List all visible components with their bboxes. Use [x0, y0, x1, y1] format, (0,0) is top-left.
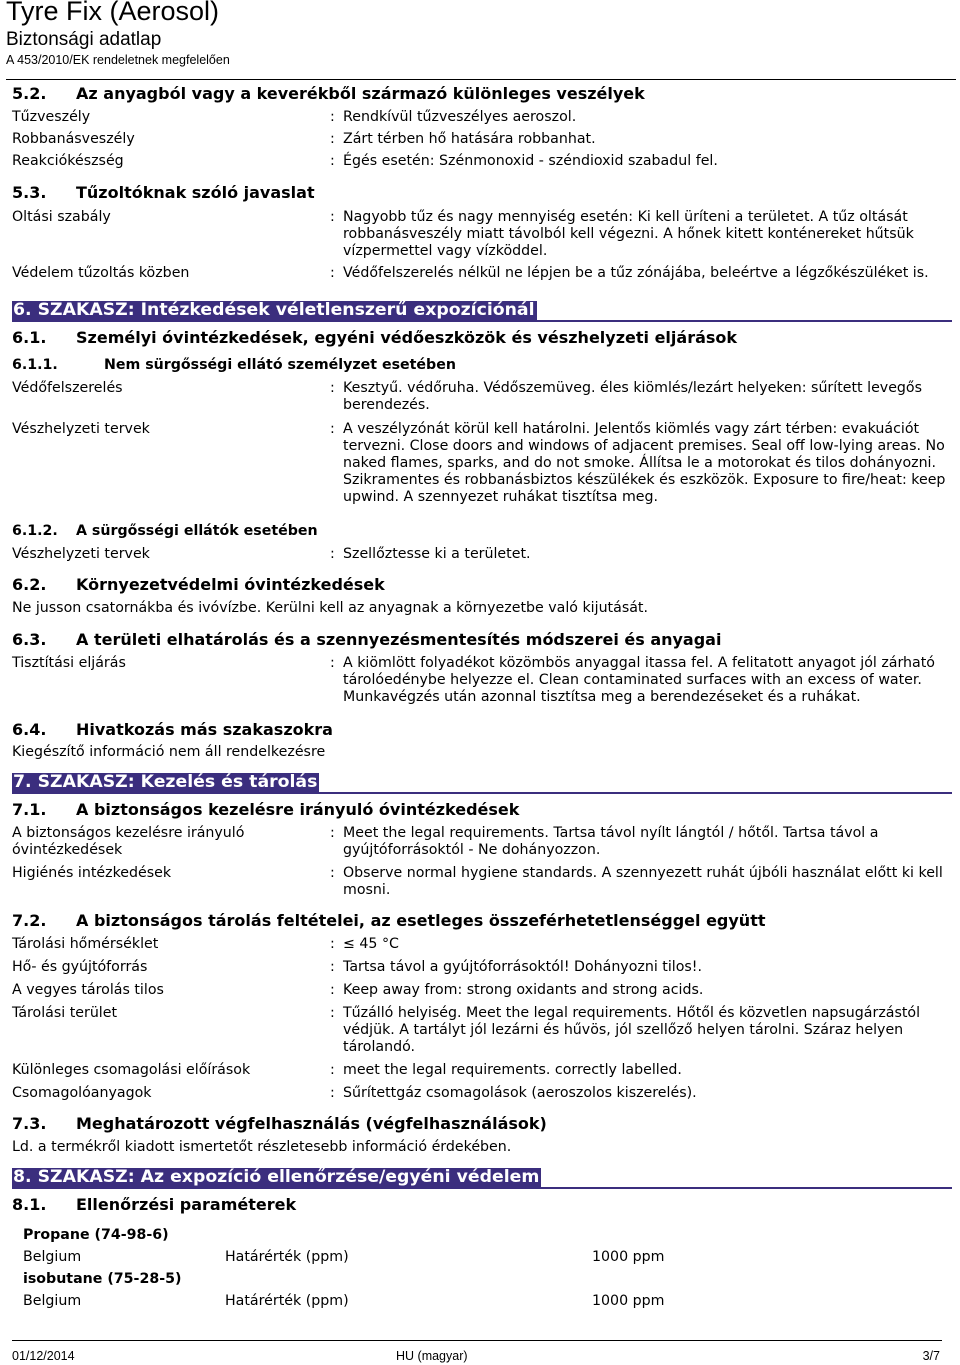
value-heat-ignition: Tartsa távol a gyújtóforrásoktól! Dohányozni tilos!. — [343, 959, 702, 975]
substance-name: Propane (74-98-6) — [23, 1227, 169, 1243]
heading-7-2: 7.2. A biztonságos tárolás feltételei, az esetleges összeférhetetlenséggel együtt — [12, 911, 766, 930]
label-cleanup-procedure: Tisztítási eljárás — [12, 655, 126, 671]
value-hygiene-measures: Observe normal hygiene standards. A szennyezett ruhát újbóli használat előtt ki kell mosni. — [343, 865, 943, 898]
label-heat-ignition: Hő- és gyújtóforrás — [12, 959, 148, 975]
heading-7-1: 7.1. A biztonságos kezelésre irányuló óvintézkedések — [12, 800, 520, 819]
label-reactivity: Reakciókészség — [12, 153, 124, 169]
value-emergency-plans-responders: Szellőztesse ki a területet. — [343, 546, 531, 562]
substance-limit-value: 1000 ppm — [592, 1293, 665, 1309]
label-safe-handling: A biztonságos kezelésre irányuló óvintézkedések — [12, 825, 245, 858]
section-6-title: 6. SZAKASZ: Intézkedések véletlenszerű expozíciónál — [13, 300, 535, 320]
substance-country: Belgium — [23, 1249, 82, 1265]
value-firefighting-protection: Védőfelszerelés nélkül ne lépjen be a tűz zónájába, beleértve a légzőkészüléket is. — [343, 265, 929, 281]
regulation-note: A 453/2010/EK rendeletnek megfelelően — [6, 53, 230, 67]
label-explosion-hazard: Robbanásveszély — [12, 131, 135, 147]
section-6-banner — [12, 301, 952, 322]
footer-date: 01/12/2014 — [12, 1349, 75, 1363]
label-storage-temperature: Tárolási hőmérséklet — [12, 936, 159, 952]
substance-limit-value: 1000 ppm — [592, 1249, 665, 1265]
value-protective-equipment: Kesztyű. védőruha. Védőszemüveg. éles kiömlés/lezárt helyeken: sűrített levegős berendezés. — [343, 380, 923, 413]
label-emergency-plans-responders: Vészhelyzeti tervek — [12, 546, 150, 562]
label-packaging-rules: Különleges csomagolási előírások — [12, 1062, 251, 1078]
heading-7-3: 7.3. Meghatározott végfelhasználás (végfelhasználások) — [12, 1114, 547, 1133]
label-protective-equipment: Védőfelszerelés — [12, 380, 123, 396]
label-extinguishing-rule: Oltási szabály — [12, 209, 111, 225]
heading-6-2: 6.2. Környezetvédelmi óvintézkedések — [12, 575, 385, 594]
heading-8-1: 8.1. Ellenőrzési paraméterek — [12, 1195, 297, 1214]
section-8-banner — [12, 1168, 952, 1189]
value-cleanup-procedure: A kiömlött folyadékot közömbös anyaggal itassa fel. A felitatott anyagot jól zárható tárolóedénybe helyezze el. Clean contaminated surfaces with an excess of water. Munkavégzés után azonnal tisztítsa meg a berendezéseket és a ruhákat. — [343, 655, 935, 705]
document-subtitle: Biztonsági adatlap — [6, 29, 162, 50]
value-safe-handling: Meet the legal requirements. Tartsa távol nyílt lángtól / hőtől. Tartsa távol a gyújtóforrásoktól - Ne dohányozzon. — [343, 825, 879, 858]
heading-5-3: 5.3. Tűzoltóknak szóló javaslat — [12, 183, 315, 202]
heading-6-1-2: 6.1.2. A sürgősségi ellátók esetében — [12, 523, 318, 539]
section-7-title: 7. SZAKASZ: Kezelés és tárolás — [13, 772, 318, 792]
text-6-2: Ne jusson csatornákba és ivóvízbe. Kerülni kell az anyagnak a környezetbe való kijutását. — [12, 600, 648, 616]
heading-6-3: 6.3. A területi elhatárolás és a szennyezésmentesítés módszerei és anyagai — [12, 630, 722, 649]
substance-name: isobutane (75-28-5) — [23, 1271, 182, 1287]
substance-limit-type: Határérték (ppm) — [225, 1293, 349, 1309]
value-packaging-materials: Sűrítettgáz csomagolások (aeroszolos kiszerelés). — [343, 1085, 697, 1101]
label-emergency-plans: Vészhelyzeti tervek — [12, 421, 150, 437]
footer-language: HU (magyar) — [396, 1349, 468, 1363]
value-extinguishing-rule: Nagyobb tűz és nagy mennyiség esetén: Ki kell üríteni a területet. A tűz oltását robbanásveszély miatt távolból kell végezni. A hőnek kitett konténereket hűtsük vízpermettel vagy vízköddel. — [343, 209, 914, 259]
substance-country: Belgium — [23, 1293, 82, 1309]
value-storage-area: Tűzálló helyiség. Meet the legal requirements. Hőtől és közvetlen napsugárzástól védjük. A tartályt jól lezárni és hűvös, jól szellőző helyen tárolni. Száraz helyen tárolandó. — [343, 1005, 921, 1055]
text-7-3: Ld. a termékről kiadott ismertetőt részletesebb információ érdekében. — [12, 1139, 512, 1155]
label-hygiene-measures: Higiénés intézkedések — [12, 865, 172, 881]
label-mixed-storage: A vegyes tárolás tilos — [12, 982, 164, 998]
heading-6-1-1: 6.1.1. Nem sürgősségi ellátó személyzet esetében — [12, 357, 456, 373]
value-mixed-storage: Keep away from: strong oxidants and strong acids. — [343, 982, 704, 998]
heading-6-1: 6.1. Személyi óvintézkedések, egyéni védőeszközök és vészhelyzeti eljárások — [12, 328, 738, 347]
heading-5-2: 5.2. Az anyagból vagy a keverékből származó különleges veszélyek — [12, 84, 645, 103]
value-packaging-rules: meet the legal requirements. correctly labelled. — [343, 1062, 682, 1078]
value-explosion-hazard: Zárt térben hő hatására robbanhat. — [343, 131, 596, 147]
label-firefighting-protection: Védelem tűzoltás közben — [12, 265, 190, 281]
value-storage-temperature: ≤ 45 °C — [343, 936, 399, 952]
value-reactivity: Égés esetén: Szénmonoxid - széndioxid szabadul fel. — [343, 153, 718, 169]
label-packaging-materials: Csomagolóanyagok — [12, 1085, 152, 1101]
text-6-4: Kiegészítő információ nem áll rendelkezésre — [12, 744, 326, 760]
document-title: Tyre Fix (Aerosol) — [6, 0, 220, 26]
page-footer — [12, 1340, 942, 1365]
value-emergency-plans: A veszélyzónát körül kell határolni. Jelentős kiömlés vagy zárt térben: evakuációt tervezni. Close doors and windows of adjacent premises. Seal off low-lying areas. No naked flames, sparks, and do not smoke. Állítsa le a motorokat és tilos dohányozni. Szikramentes és robbanásbiztos készülékek és eszközök. Exposure to fire/heat: keep upwind. A szennyezet ruhákat tisztítsa meg. — [343, 421, 946, 505]
value-fire-hazard: Rendkívül tűzveszélyes aeroszol. — [343, 109, 577, 125]
substance-limit-type: Határérték (ppm) — [225, 1249, 349, 1265]
footer-page-number: 3/7 — [922, 1349, 940, 1363]
section-7-banner — [12, 773, 952, 794]
label-fire-hazard: Tűzveszély — [12, 109, 91, 125]
heading-6-4: 6.4. Hivatkozás más szakaszokra — [12, 720, 333, 739]
section-8-title: 8. SZAKASZ: Az expozíció ellenőrzése/egyéni védelem — [13, 1167, 540, 1187]
label-storage-area: Tárolási terület — [12, 1005, 118, 1021]
document-header — [6, 0, 956, 80]
